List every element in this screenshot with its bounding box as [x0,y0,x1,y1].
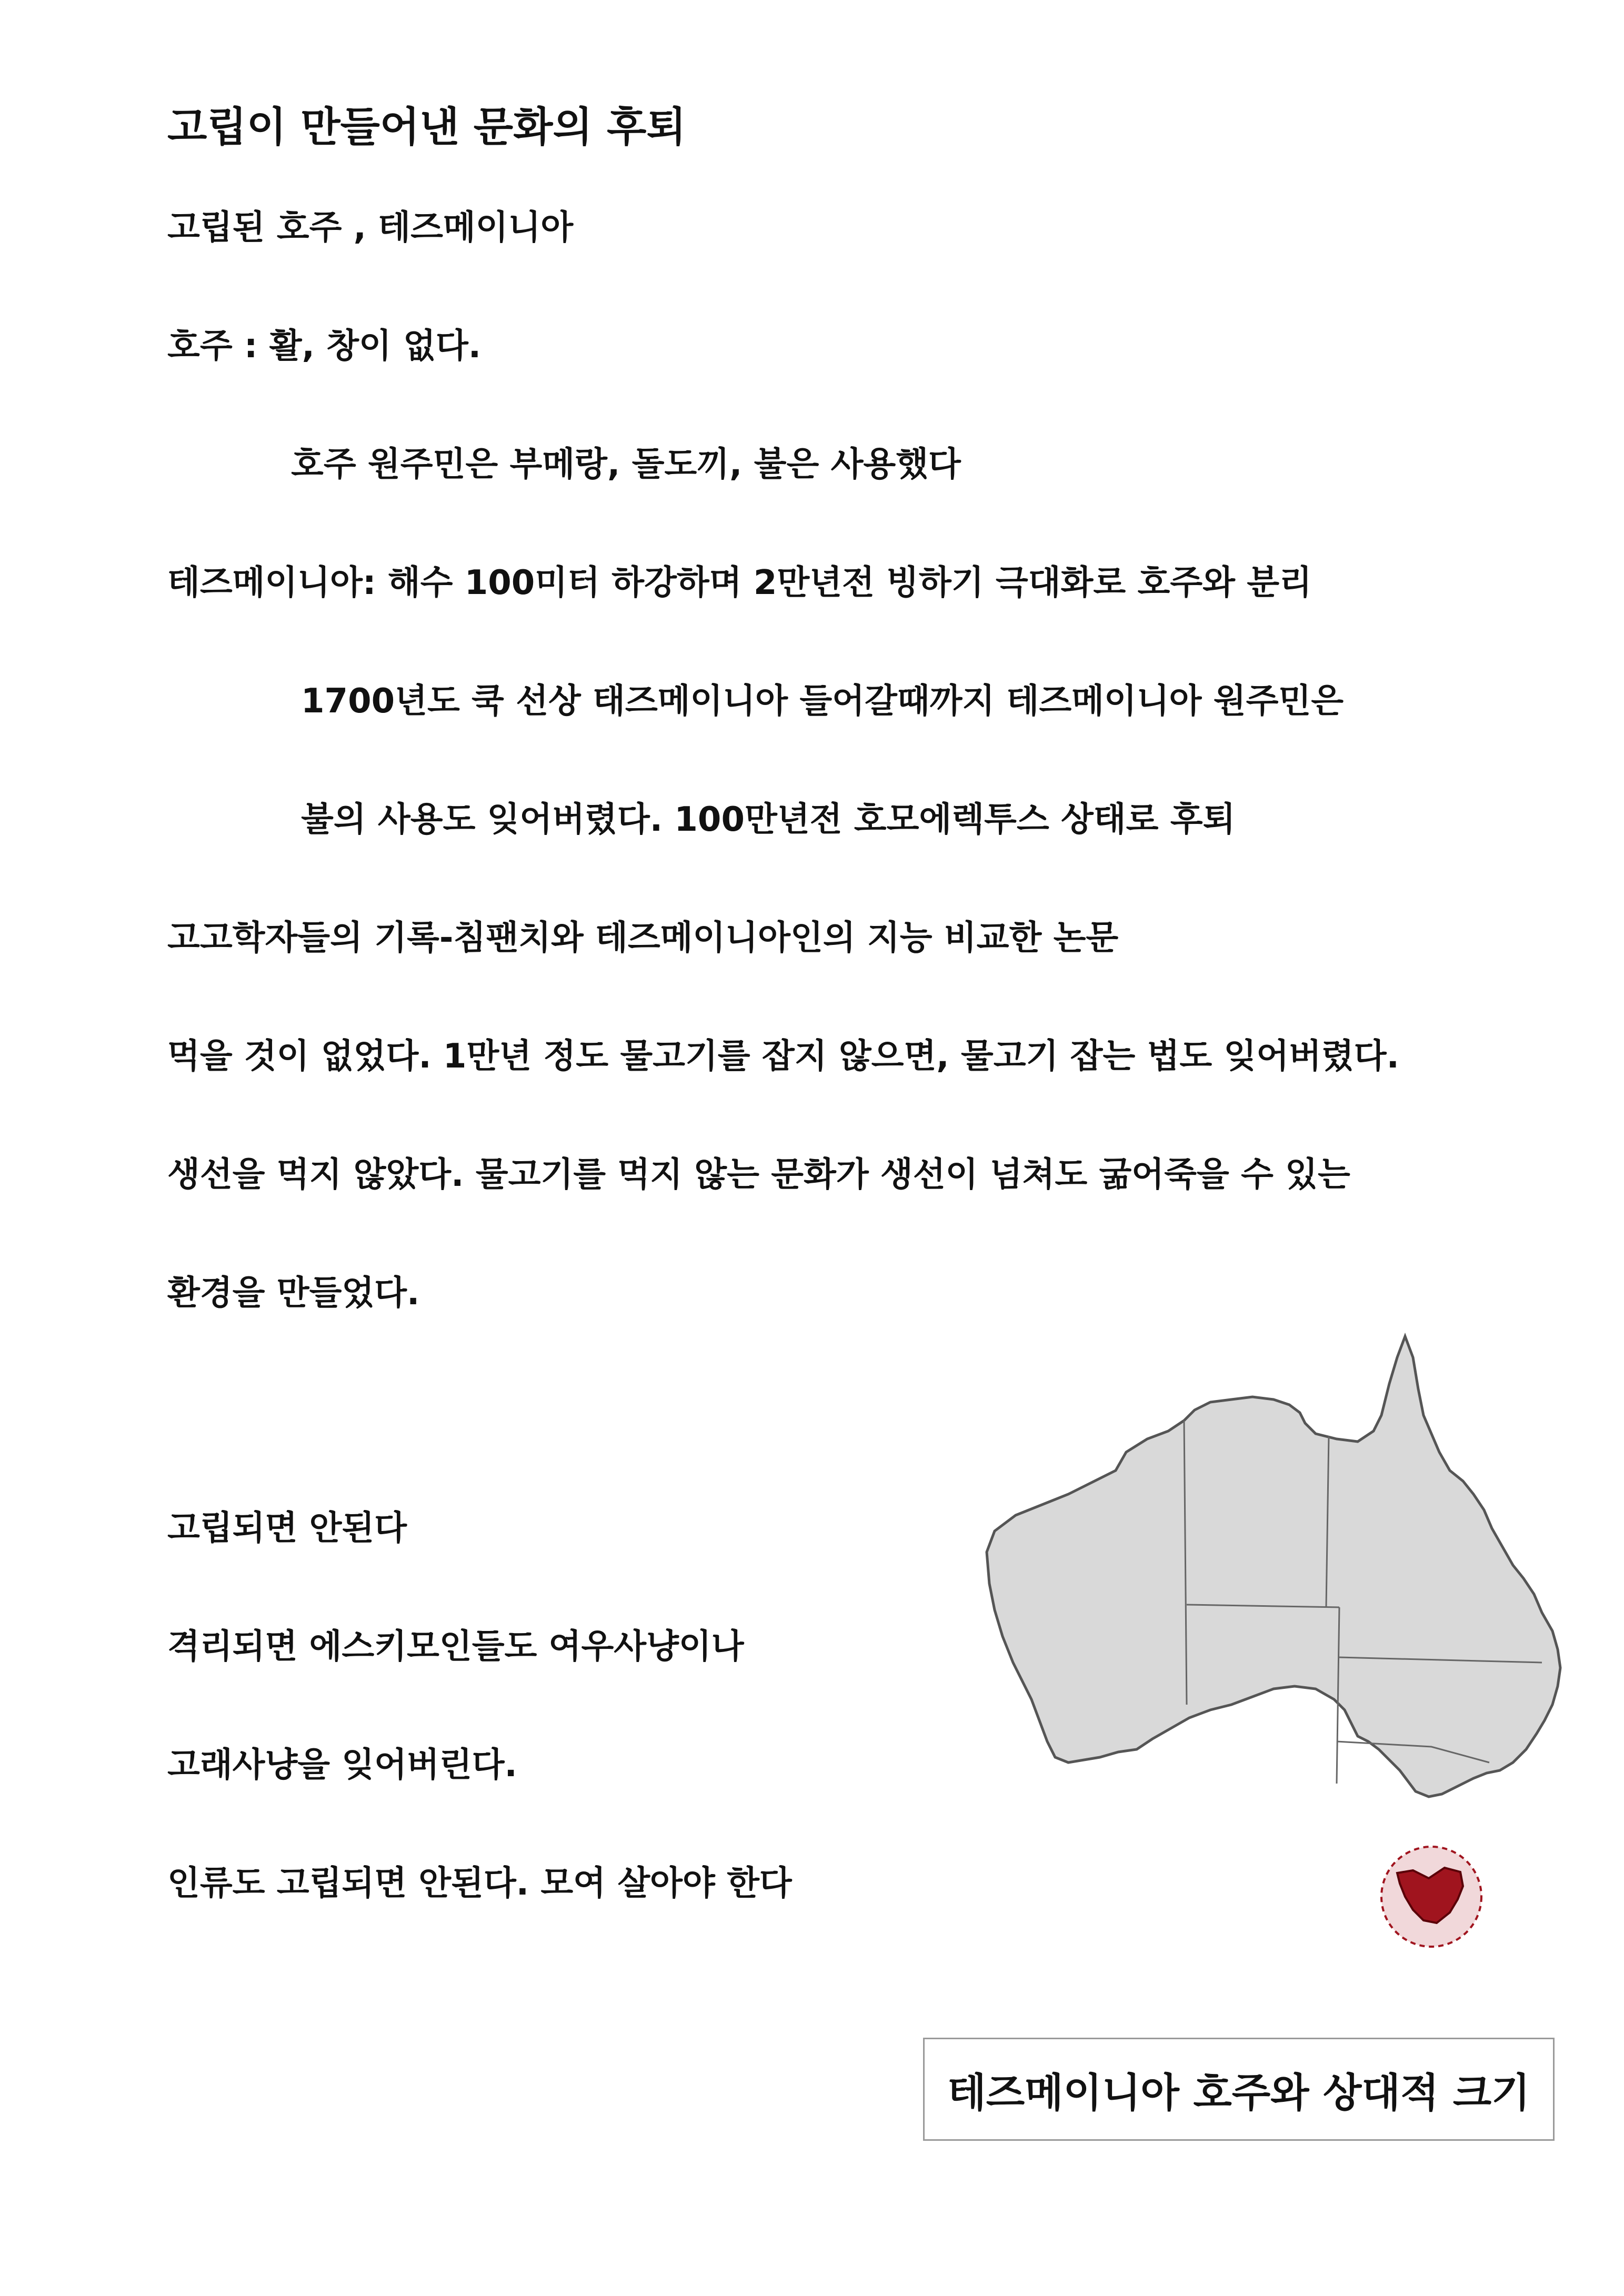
text-line-7: 고고학자들의 기록-침팬치와 테즈메이니아인의 지능 비교한 논문 [167,919,1119,958]
text-line-10: 환경을 만들었다. [167,1274,420,1313]
text-line-11: 고립되면 안된다 [167,1509,407,1548]
text-line-5: 1700년도 쿡 선상 태즈메이니아 들어갈때까지 테즈메이니아 원주민은 [301,682,1344,721]
text-line-8: 먹을 것이 없었다. 1만년 정도 물고기를 잡지 않으면, 물고기 잡는 법도 잊어버렸다. [167,1037,1399,1076]
text-line-1: 고립된 호주 , 테즈메이니아 [167,208,574,247]
text-line-13: 고래사냥을 잊어버린다. [167,1746,517,1785]
text-line-3: 호주 원주민은 부메랑, 돌도끼, 불은 사용했다 [291,445,961,484]
australia-mainland [987,1336,1560,1797]
text-line-14: 인류도 고립되면 안된다. 모여 살아야 한다 [167,1864,792,1903]
text-line-12: 격리되면 에스키모인들도 여우사냥이나 [167,1627,744,1666]
australia-map [937,1321,1610,1968]
text-line-6: 불의 사용도 잊어버렸다. 100만년전 호모에렉투스 상태로 후퇴 [301,800,1236,839]
page-title: 고립이 만들어낸 문화의 후퇴 [167,104,686,151]
map-caption: 테즈메이니아 호주와 상대적 크기 [923,2038,1555,2141]
text-line-2: 호주 : 활, 창이 없다. [167,327,482,366]
text-line-4: 테즈메이니아: 해수 100미터 하강하며 2만년전 빙하기 극대화로 호주와 분리 [167,563,1312,602]
text-line-9: 생선을 먹지 않았다. 물고기를 먹지 않는 문화가 생선이 넘쳐도 굶어죽을 수 있는 [167,1155,1350,1194]
